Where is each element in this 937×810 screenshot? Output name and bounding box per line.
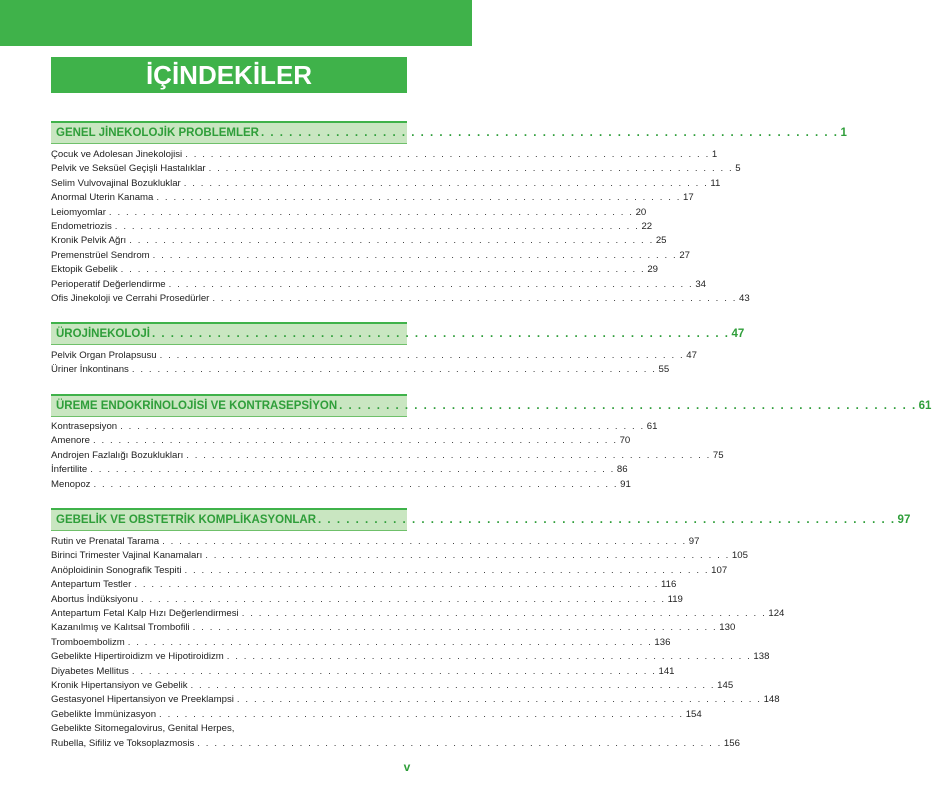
section-title: GENEL JİNEKOLOJİK PROBLEMLER — [56, 127, 259, 139]
toc-entry[interactable] — [51, 564, 728, 578]
entry-title: Ektopik Gebelik — [51, 264, 118, 276]
dot-leader: . . . . . . . . . . . . . . . . . . . . . . . . . . . . . . . . . . . . . . . . . . . . . . . . . . . . . . . . . . . . . . — [226, 651, 752, 663]
toc-entry[interactable] — [51, 191, 694, 205]
dot-leader: . . . . . . . . . . . . . . . . . . . . . . . . . . . . . . . . . . . . . . . . . . . . . . . . . . . . . . . . . . . . . . — [260, 127, 839, 139]
entry-page-number: 29 — [647, 264, 658, 276]
section-title: ÜROJİNEKOLOJİ — [56, 328, 150, 340]
dot-leader: . . . . . . . . . . . . . . . . . . . . . . . . . . . . . . . . . . . . . . . . . . . . . . . . . . . . . . . . . . . . . . — [131, 364, 657, 376]
entry-title: Selim Vulvovajinal Bozukluklar — [51, 177, 181, 189]
dot-leader: . . . . . . . . . . . . . . . . . . . . . . . . . . . . . . . . . . . . . . . . . . . . . . . . . . . . . . . . . . . . . . — [159, 708, 684, 720]
entry-page-number: 34 — [695, 278, 706, 290]
entry-title: Menopoz — [51, 478, 91, 490]
dot-leader: . . . . . . . . . . . . . . . . . . . . . . . . . . . . . . . . . . . . . . . . . . . . . . . . . . . . . . . . . . . . . . — [140, 593, 666, 605]
entry-page-number: 105 — [731, 550, 748, 562]
entry-page-number: 55 — [658, 364, 670, 376]
section-title: ÜREME ENDOKRİNOLOJİSİ VE KONTRASEPSİYON — [56, 400, 338, 412]
dot-leader: . . . . . . . . . . . . . . . . . . . . . . . . . . . . . . . . . . . . . . . . . . . . . . . . . . . . . . . . . . . . . . — [162, 536, 687, 547]
dot-leader: . . . . . . . . . . . . . . . . . . . . . . . . . . . . . . . . . . . . . . . . . . . . . . . . . . . . . . . . . . . . . . — [127, 636, 653, 648]
entry-title: Gestasyonel Hipertansiyon ve Preeklampsi — [51, 694, 234, 706]
toc-entry[interactable] — [51, 363, 670, 377]
toc-entry[interactable] — [51, 249, 690, 263]
toc-entry[interactable] — [51, 177, 721, 191]
toc-entry[interactable] — [51, 278, 706, 292]
entry-title: Abortus İndüksiyonu — [51, 593, 138, 605]
entry-title: Üriner İnkontinans — [51, 364, 129, 376]
dot-leader: . . . . . . . . . . . . . . . . . . . . . . . . . . . . . . . . . . . . . . . . . . . . . . . . . . . . . . . . . . . . . . — [93, 478, 619, 490]
entry-page-number: 17 — [683, 192, 694, 204]
toc-entry[interactable] — [51, 693, 780, 707]
dot-leader: . . . . . . . . . . . . . . . . . . . . . . . . . . . . . . . . . . . . . . . . . . . . . . . . . . . . . . . . . . . . . . — [120, 264, 646, 276]
dot-leader: . . . . . . . . . . . . . . . . . . . . . . . . . . . . . . . . . . . . . . . . . . . . . . . . . . . . . . . . . . . . . . — [156, 192, 682, 204]
toc-entry[interactable] — [51, 292, 750, 306]
section-header[interactable] — [51, 394, 932, 417]
dot-leader: . . . . . . . . . . . . . . . . . . . . . . . . . . . . . . . . . . . . . . . . . . . . . . . . . . . . . . . . . . . . . . — [186, 449, 711, 461]
toc-entry[interactable] — [51, 607, 785, 621]
entry-page-number: 70 — [619, 435, 631, 447]
entry-title: Pelvik ve Seksüel Geçişli Hastalıklar — [51, 163, 206, 175]
toc-entry[interactable] — [51, 722, 400, 736]
entry-title: Premenstrüel Sendrom — [51, 249, 150, 261]
entry-title: Kontrasepsiyon — [51, 421, 118, 432]
section-page-number: 61 — [918, 400, 932, 412]
dot-leader: . . . . . . . . . . . . . . . . . . . . . . . . . . . . . . . . . . . . . . . . . . . . . . . . . . . . . . . . . . . . . . — [152, 249, 678, 261]
entry-title: Kazanılmış ve Kalıtsal Trombofili — [51, 622, 190, 634]
section-page-number: 97 — [897, 514, 911, 526]
entry-page-number: 148 — [763, 694, 780, 706]
dot-leader: . . . . . . . . . . . . . . . . . . . . . . . . . . . . . . . . . . . . . . . . . . . . . . . . . . . . . . . . . . . . . . — [168, 278, 694, 290]
entry-title: Ofis Jinekoloji ve Cerrahi Prosedürler — [51, 293, 210, 304]
entry-title: Birinci Trimester Vajinal Kanamaları — [51, 550, 203, 562]
entry-page-number: 130 — [719, 622, 736, 634]
dot-leader: . . . . . . . . . . . . . . . . . . . . . . . . . . . . . . . . . . . . . . . . . . . . . . . . . . . . . . . . . . . . . . — [212, 293, 738, 304]
entry-title: Kronik Pelvik Ağrı — [51, 235, 127, 247]
entry-page-number: 124 — [768, 608, 785, 619]
toc-entry[interactable] — [51, 478, 631, 492]
entry-title: Antepartum Testler — [51, 579, 132, 591]
section-title: GEBELİK VE OBSTETRİK KOMPLİKASYONLAR — [56, 514, 317, 526]
top-color-band — [0, 0, 472, 46]
entry-page-number: 75 — [712, 449, 724, 461]
toc-entry[interactable] — [51, 263, 658, 277]
toc-entry[interactable] — [51, 148, 718, 162]
entry-page-number: 141 — [658, 665, 675, 677]
entry-title: Androjen Fazlalığı Bozuklukları — [51, 449, 184, 461]
dot-leader: . . . . . . . . . . . . . . . . . . . . . . . . . . . . . . . . . . . . . . . . . . . . . . . . . . . . . . . . . . . . . . — [241, 608, 767, 619]
entry-title: Perioperatif Değerlendirme — [51, 278, 166, 290]
dot-leader: . . . . . . . . . . . . . . . . . . . . . . . . . . . . . . . . . . . . . . . . . . . . . . . . . . . . . . . . . . . . . . — [192, 622, 718, 634]
entry-page-number: 119 — [667, 593, 683, 605]
toc-entry[interactable] — [51, 162, 741, 176]
toc-entry[interactable] — [51, 349, 697, 363]
entry-page-number: 145 — [717, 680, 734, 691]
entry-page-number: 25 — [655, 235, 667, 247]
toc-entry[interactable] — [51, 449, 724, 463]
dot-leader: . . . . . . . . . . . . . . . . . . . . . . . . . . . . . . . . . . . . . . . . . . . . . . . . . . . . . . . . . . . . . . — [318, 514, 896, 526]
toc-entry[interactable] — [51, 535, 700, 549]
entry-page-number: 47 — [686, 350, 697, 361]
dot-leader: . . . . . . . . . . . . . . . . . . . . . . . . . . . . . . . . . . . . . . . . . . . . . . . . . . . . . . . . . . . . . . — [185, 149, 710, 160]
section-page-number: 47 — [731, 328, 745, 340]
footer-page-number: v — [403, 760, 411, 774]
entry-title: Gebelikte Sitomegalovirus, Genital Herpes, — [51, 723, 235, 735]
entry-page-number: 107 — [711, 564, 728, 576]
entry-title: Anöploidinin Sonografik Tespiti — [51, 564, 182, 576]
entry-title: Rubella, Sifiliz ve Toksoplazmosis — [51, 737, 195, 749]
dot-leader: . . . . . . . . . . . . . . . . . . . . . . . . . . . . . . . . . . . . . . . . . . . . . . . . . . . . . . . . . . . . . . — [131, 665, 657, 677]
toc-entry[interactable] — [51, 679, 734, 693]
entry-title: Gebelikte İmmünizasyon — [51, 708, 157, 720]
entry-title: Antepartum Fetal Kalp Hızı Değerlendirmesi — [51, 608, 239, 619]
dot-leader: . . . . . . . . . . . . . . . . . . . . . . . . . . . . . . . . . . . . . . . . . . . . . . . . . . . . . . . . . . . . . . — [108, 206, 634, 218]
dot-leader: . . . . . . . . . . . . . . . . . . . . . . . . . . . . . . . . . . . . . . . . . . . . . . . . . . . . . . . . . . . . . . — [129, 235, 654, 247]
toc-entry[interactable] — [51, 621, 736, 635]
toc-entry[interactable] — [51, 206, 647, 220]
entry-page-number: 116 — [661, 579, 677, 591]
toc-entry[interactable] — [51, 737, 740, 751]
entry-page-number: 1 — [711, 149, 718, 160]
entry-page-number: 22 — [641, 221, 653, 232]
entry-title: Diyabetes Mellitus — [51, 665, 129, 677]
dot-leader: . . . . . . . . . . . . . . . . . . . . . . . . . . . . . . . . . . . . . . . . . . . . . . . . . . . . . . . . . . . . . . — [120, 421, 645, 432]
dot-leader: . . . . . . . . . . . . . . . . . . . . . . . . . . . . . . . . . . . . . . . . . . . . . . . . . . . . . . . . . . . . . . — [151, 328, 730, 340]
entry-page-number: 43 — [739, 293, 750, 304]
toc-entry[interactable] — [51, 234, 667, 248]
entry-page-number: 61 — [646, 421, 658, 432]
entry-page-number: 156 — [723, 737, 740, 749]
entry-title: Pelvik Organ Prolapsusu — [51, 350, 157, 361]
entry-title: Kronik Hipertansiyon ve Gebelik — [51, 680, 188, 691]
toc-entry[interactable] — [51, 636, 671, 650]
toc-entry[interactable] — [51, 220, 653, 234]
entry-page-number: 5 — [735, 163, 741, 175]
toc-entry[interactable] — [51, 578, 677, 592]
toc-entry[interactable] — [51, 650, 770, 664]
entry-title: Tromboembolizm — [51, 636, 125, 648]
entry-page-number: 91 — [620, 478, 631, 490]
toc-entry[interactable] — [51, 708, 702, 722]
toc-entry[interactable] — [51, 593, 683, 607]
section-header[interactable] — [51, 121, 847, 144]
section-header[interactable] — [51, 508, 911, 531]
page-title: İÇİNDEKİLER — [51, 57, 407, 93]
dot-leader: . . . . . . . . . . . . . . . . . . . . . . . . . . . . . . . . . . . . . . . . . . . . . . . . . . . . . . . . . . . . . . — [208, 163, 734, 175]
entry-page-number: 97 — [688, 536, 700, 547]
section-header[interactable] — [51, 322, 745, 345]
entry-title: Çocuk ve Adolesan Jinekolojisi — [51, 149, 183, 160]
dot-leader: . . . . . . . . . . . . . . . . . . . . . . . . . . . . . . . . . . . . . . . . . . . . . . . . . . . . . . . . . . . . . . — [90, 464, 615, 476]
entry-page-number: 136 — [654, 636, 671, 648]
entry-page-number: 138 — [753, 651, 770, 663]
dot-leader: . . . . . . . . . . . . . . . . . . . . . . . . . . . . . . . . . . . . . . . . . . . . . . . . . . . . . . . . . . . . . . — [134, 579, 659, 591]
entry-page-number: 27 — [679, 249, 690, 261]
entry-title: Amenore — [51, 435, 90, 447]
dot-leader: . . . . . . . . . . . . . . . . . . . . . . . . . . . . . . . . . . . . . . . . . . . . . . . . . . . . . . . . . . . . . . — [183, 177, 709, 189]
dot-leader: . . . . . . . . . . . . . . . . . . . . . . . . . . . . . . . . . . . . . . . . . . . . . . . . . . . . . . . . . . . . . . — [184, 564, 710, 576]
dot-leader: . . . . . . . . . . . . . . . . . . . . . . . . . . . . . . . . . . . . . . . . . . . . . . . . . . . . . . . . . . . . . . — [92, 435, 618, 447]
entry-title: Rutin ve Prenatal Tarama — [51, 536, 160, 547]
entry-page-number: 20 — [635, 206, 647, 218]
dot-leader: . . . . . . . . . . . . . . . . . . . . . . . . . . . . . . . . . . . . . . . . . . . . . . . . . . . . . . . . . . . . . . — [339, 400, 917, 412]
dot-leader: . . . . . . . . . . . . . . . . . . . . . . . . . . . . . . . . . . . . . . . . . . . . . . . . . . . . . . . . . . . . . . — [236, 694, 762, 706]
dot-leader: . . . . . . . . . . . . . . . . . . . . . . . . . . . . . . . . . . . . . . . . . . . . . . . . . . . . . . . . . . . . . . — [114, 221, 640, 232]
entry-title: Gebelikte Hipertiroidizm ve Hipotiroidizm — [51, 651, 224, 663]
toc-entry[interactable] — [51, 549, 748, 563]
dot-leader: . . . . . . . . . . . . . . . . . . . . . . . . . . . . . . . . . . . . . . . . . . . . . . . . . . . . . . . . . . . . . . — [205, 550, 730, 562]
entry-page-number: 154 — [685, 708, 702, 720]
toc-entry[interactable] — [51, 420, 658, 434]
entry-title: Anormal Uterin Kanama — [51, 192, 154, 204]
dot-leader: . . . . . . . . . . . . . . . . . . . . . . . . . . . . . . . . . . . . . . . . . . . . . . . . . . . . . . . . . . . . . . — [197, 737, 722, 749]
entry-title: İnfertilite — [51, 464, 88, 476]
entry-title: Leiomyomlar — [51, 206, 106, 218]
section-page-number: 1 — [840, 127, 847, 139]
toc-entry[interactable] — [51, 434, 631, 448]
entry-page-number: 11 — [710, 177, 721, 189]
toc-entry[interactable] — [51, 463, 628, 477]
dot-leader: . . . . . . . . . . . . . . . . . . . . . . . . . . . . . . . . . . . . . . . . . . . . . . . . . . . . . . . . . . . . . . — [190, 680, 716, 691]
dot-leader: . . . . . . . . . . . . . . . . . . . . . . . . . . . . . . . . . . . . . . . . . . . . . . . . . . . . . . . . . . . . . . — [159, 350, 685, 361]
entry-title: Endometriozis — [51, 221, 112, 232]
entry-page-number: 86 — [616, 464, 628, 476]
toc-entry[interactable] — [51, 665, 675, 679]
